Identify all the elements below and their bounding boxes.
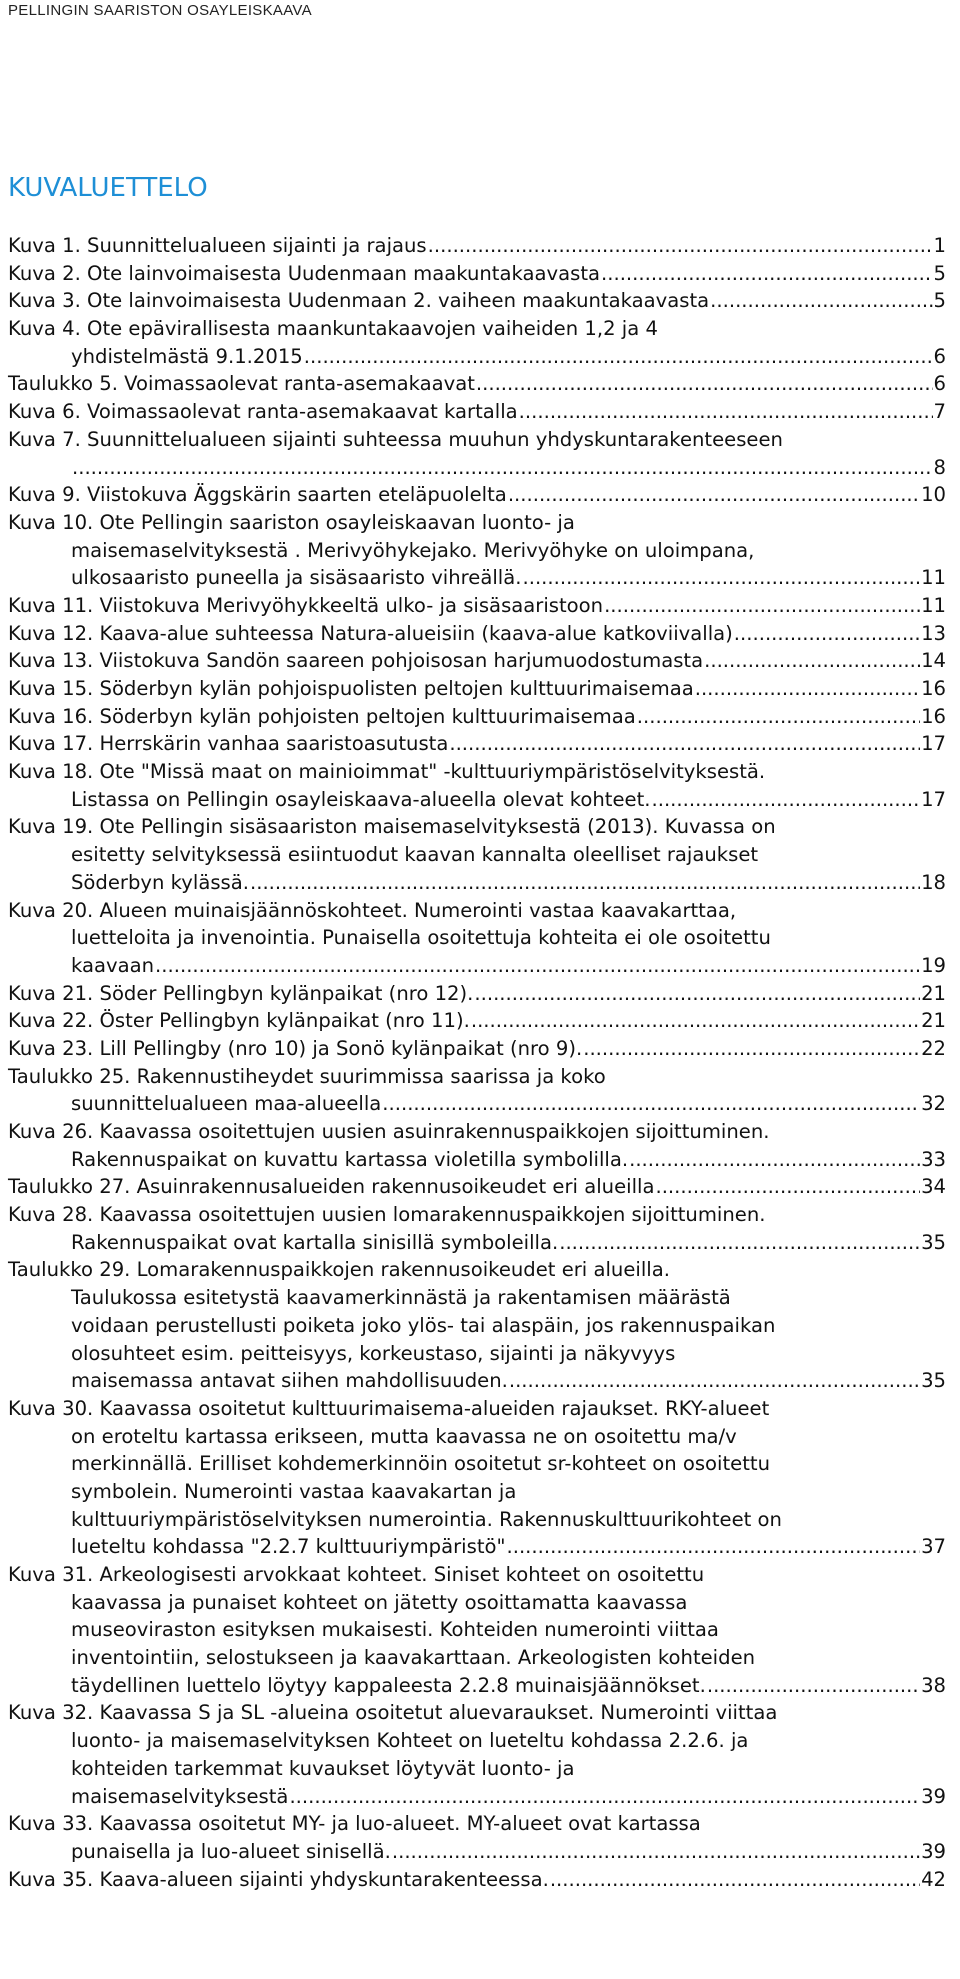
page-number: 6 (933, 372, 946, 396)
dot-leader (695, 675, 920, 703)
page-number: 21 (921, 1009, 946, 1033)
page-number: 16 (921, 704, 946, 728)
page-number: 37 (921, 1535, 946, 1559)
toc-entry-text: Kuva 33. Kaavassa osoitetut MY- ja luo-alueet. MY-alueet ovat kartassa (8, 1812, 701, 1836)
toc-entry-text: Kuva 22. Öster Pellingbyn kylänpaikat (nro 11). (8, 1009, 470, 1033)
page-header: PELLINGIN SAARISTON OSAYLEISKAAVA (8, 2, 312, 19)
page-number: 34 (921, 1175, 946, 1199)
toc-entry-text: Kuva 18. Ote "Missä maat on mainioimmat" -kulttuuriympäristöselvityksestä. (8, 760, 766, 784)
toc-entry-text: Taulukko 27. Asuinrakennusalueiden rakennusoikeudet eri alueilla (8, 1175, 655, 1199)
page-number: 7 (933, 400, 946, 424)
toc-entry-text: Kuva 23. Lill Pellingby (nro 10) ja Sonö kylänpaikat (nro 9). (8, 1036, 583, 1060)
toc-entry-text: Kuva 6. Voimassaolevat ranta-asemakaavat kartalla (8, 400, 518, 424)
toc-entry[interactable] (8, 1118, 946, 1173)
toc-entry[interactable] (8, 592, 946, 620)
toc-entry-text: Kuva 31. Arkeologisesti arvokkaat kohteet. Siniset kohteet on osoitettu (8, 1563, 705, 1586)
toc-entry-text: Kuva 4. Ote epävirallisesta maankuntakaavojen vaiheiden 1,2 ja 4 (8, 317, 658, 341)
toc-entry[interactable] (8, 647, 946, 675)
toc-entry[interactable] (8, 1007, 946, 1035)
toc-entry[interactable] (8, 813, 946, 896)
page-number: 21 (921, 981, 946, 1005)
page-number: 6 (933, 344, 946, 368)
dot-leader (734, 620, 920, 648)
toc-entry[interactable] (8, 1810, 946, 1865)
toc-entry-text: Kuva 32. Kaavassa S ja SL -alueina osoitetut aluevaraukset. Numerointi viittaa (8, 1701, 778, 1725)
dot-leader (304, 343, 933, 371)
toc-entry-text: Kuva 1. Suunnittelualueen sijainti ja rajaus (8, 234, 427, 257)
toc-entry-text: Söderbyn kylässä. (71, 870, 249, 894)
toc-entry-text: Kuva 19. Ote Pellingin sisäsaariston maisemaselvityksestä (2013). Kuvassa on (8, 815, 776, 839)
dot-leader (601, 260, 933, 288)
dot-leader (629, 1146, 920, 1174)
toc-entry[interactable] (8, 315, 946, 370)
toc-entry-text: kohteiden tarkemmat kuvaukset löytyvät luonto- ja (71, 1756, 575, 1780)
page-number: 11 (921, 593, 946, 617)
page-number: 11 (921, 566, 946, 590)
page-title: KUVALUETTELO (8, 173, 208, 203)
dot-leader (392, 1838, 920, 1866)
toc-entry[interactable] (8, 287, 946, 315)
page-number: 35 (921, 1369, 946, 1393)
dot-leader (428, 232, 933, 260)
dot-leader (72, 454, 933, 482)
page-number: 1 (933, 234, 946, 257)
toc-entry-text: olosuhteet esim. peitteisyys, korkeustaso, sijainti ja näkyvyys (71, 1341, 676, 1365)
toc-entry[interactable] (8, 1035, 946, 1063)
toc-entry-text: maisemaselvityksestä (71, 1784, 289, 1808)
dot-leader (508, 481, 920, 509)
toc-entry[interactable] (8, 675, 946, 703)
toc-entry[interactable] (8, 398, 946, 426)
toc-entry[interactable] (8, 481, 946, 509)
toc-entry-text: Kuva 12. Kaava-alue suhteessa Natura-alueisiin (kaava-alue katkoviivalla) (8, 621, 733, 645)
dot-leader (250, 869, 920, 897)
dot-leader (476, 370, 933, 398)
toc-entry[interactable] (8, 620, 946, 648)
page-number: 35 (921, 1230, 946, 1254)
dot-leader (382, 1090, 920, 1118)
page-number: 39 (921, 1784, 946, 1808)
toc-entry[interactable] (8, 1395, 946, 1561)
toc-entry[interactable] (8, 1201, 946, 1256)
page-number: 17 (921, 787, 946, 811)
page-number: 39 (921, 1839, 946, 1863)
toc-entry-text: museoviraston esityksen mukaisesti. Kohteiden numerointi viittaa (71, 1618, 719, 1642)
page-number: 32 (921, 1092, 946, 1116)
dot-leader (155, 952, 920, 980)
toc-entry-text: täydellinen luettelo löytyy kappaleesta 2.2.8 muinaisjäännökset. (71, 1673, 706, 1697)
page-number: 14 (921, 649, 946, 673)
dot-leader (509, 1367, 920, 1395)
toc-entry-text: Kuva 3. Ote lainvoimaisesta Uudenmaan 2. vaiheen maakuntakaavasta (8, 289, 710, 313)
toc-entry-text: luetteloita ja invenointia. Punaisella osoitettuja kohteita ei ole osoitettu (71, 926, 771, 950)
toc-entry-text: Kuva 30. Kaavassa osoitetut kulttuurimaisema-alueiden rajaukset. RKY-alueet (8, 1396, 770, 1420)
page-number: 22 (921, 1036, 946, 1060)
toc-entry-text: esitetty selvityksessä esiintuodut kaavan kannalta oleelliset rajaukset (71, 843, 759, 867)
toc-entry-text: luonto- ja maisemaselvityksen Kohteet on lueteltu kohdassa 2.2.6. ja (71, 1729, 749, 1753)
toc-entry[interactable] (8, 703, 946, 731)
toc-entry[interactable] (8, 1866, 946, 1894)
page-number: 16 (921, 677, 946, 700)
toc-entry-text: suunnittelualueen maa-alueella (71, 1092, 382, 1116)
dot-leader (704, 647, 920, 675)
toc-entry-text: Kuva 20. Alueen muinaisjäännöskohteet. Numerointi vastaa kaavakarttaa, (8, 898, 737, 922)
toc-entry[interactable] (8, 758, 946, 813)
toc-entry-text: Kuva 35. Kaava-alueen sijainti yhdyskuntarakenteessa. (8, 1867, 549, 1891)
toc-entry-text: lueteltu kohdassa "2.2.7 kulttuuriympäristö" (71, 1535, 506, 1559)
dot-leader (507, 1533, 921, 1561)
dot-leader (522, 564, 920, 592)
toc-entry[interactable] (8, 1699, 946, 1810)
toc-entry-text: maisemassa antavat siihen mahdollisuuden. (71, 1369, 508, 1393)
figure-list (8, 232, 946, 1893)
dot-leader (583, 1035, 920, 1063)
toc-entry-text: inventointiin, selostukseen ja kaavakarttaan. Arkeologisten kohteiden (71, 1646, 756, 1670)
toc-entry[interactable] (8, 509, 946, 592)
dot-leader (637, 703, 920, 731)
dot-leader (474, 980, 920, 1008)
page-number: 10 (921, 483, 946, 507)
dot-leader (604, 592, 920, 620)
toc-entry-text: Kuva 28. Kaavassa osoitettujen uusien lomarakennuspaikkojen sijoittuminen. (8, 1203, 766, 1227)
dot-leader (707, 1672, 920, 1700)
dot-leader (559, 1229, 920, 1257)
toc-entry-text: Kuva 16. Söderbyn kylän pohjoisten peltojen kulttuurimaisemaa (8, 704, 636, 728)
toc-entry-text: ulkosaaristo puneella ja sisäsaaristo vihreällä. (71, 566, 522, 590)
toc-entry-text: on eroteltu kartassa erikseen, mutta kaavassa ne on osoitettu ma/v (71, 1424, 737, 1448)
toc-entry[interactable] (8, 897, 946, 980)
toc-entry[interactable] (8, 370, 946, 398)
dot-leader (289, 1783, 920, 1811)
toc-entry[interactable] (8, 730, 946, 758)
toc-entry-text: Kuva 17. Herrskärin vanhaa saaristoasutusta (8, 732, 449, 756)
toc-entry-text: Taulukko 29. Lomarakennuspaikkojen rakennusoikeudet eri alueilla. (8, 1258, 670, 1282)
toc-entry[interactable] (8, 232, 946, 260)
toc-entry-text: Taulukossa esitetystä kaavamerkinnästä ja rakentamisen määrästä (71, 1286, 731, 1310)
toc-entry-text: Kuva 7. Suunnittelualueen sijainti suhteessa muuhun yhdyskuntarakenteeseen (8, 427, 783, 451)
toc-entry[interactable] (8, 426, 946, 481)
toc-entry[interactable] (8, 1063, 946, 1118)
toc-entry-text: Taulukko 5. Voimassaolevat ranta-asemakaavat (8, 372, 475, 396)
toc-entry[interactable] (8, 1561, 946, 1699)
page-number: 42 (921, 1867, 946, 1891)
page-number: 38 (921, 1673, 946, 1697)
dot-leader (710, 287, 932, 315)
toc-entry[interactable] (8, 1256, 946, 1394)
toc-entry-text: Rakennuspaikat on kuvattu kartassa violetilla symbolilla. (71, 1147, 629, 1171)
toc-entry-text: kulttuuriympäristöselvityksen numerointia. Rakennuskulttuurikohteet on (71, 1507, 782, 1531)
page-number: 17 (921, 732, 946, 756)
page-number: 5 (933, 289, 946, 313)
dot-leader (519, 398, 933, 426)
toc-entry-text: Kuva 15. Söderbyn kylän pohjoispuolisten peltojen kulttuurimaisemaa (8, 677, 694, 700)
toc-entry-text: symbolein. Numerointi vastaa kaavakartan ja (71, 1479, 517, 1503)
toc-entry-text: yhdistelmästä 9.1.2015 (71, 344, 303, 368)
dot-leader (550, 1866, 920, 1894)
toc-entry-text: Kuva 10. Ote Pellingin saariston osayleiskaavan luonto- ja (8, 510, 575, 534)
toc-entry-text: voidaan perustellusti poiketa joko ylös- tai alaspäin, jos rakennuspaikan (71, 1313, 776, 1337)
page-number: 33 (921, 1147, 946, 1171)
page-number: 5 (933, 261, 946, 285)
page-number: 18 (921, 870, 946, 894)
toc-entry[interactable] (8, 260, 946, 288)
page-number: 13 (921, 621, 946, 645)
toc-entry-text: Kuva 21. Söder Pellingbyn kylänpaikat (nro 12). (8, 981, 474, 1005)
toc-entry[interactable] (8, 1173, 946, 1201)
toc-entry-text: Kuva 26. Kaavassa osoitettujen uusien asuinrakennuspaikkojen sijoittuminen. (8, 1120, 770, 1143)
toc-entry-text: Kuva 9. Viistokuva Äggskärin saarten eteläpuolelta (8, 483, 507, 507)
toc-entry-text: punaisella ja luo-alueet sinisellä. (71, 1839, 391, 1863)
toc-entry-text: Kuva 2. Ote lainvoimaisesta Uudenmaan maakuntakaavasta (8, 261, 601, 285)
toc-entry-text: kaavaan (71, 953, 155, 977)
toc-entry-text: Listassa on Pellingin osayleiskaava-alueella olevat kohteet. (71, 787, 651, 811)
dot-leader (652, 786, 921, 814)
page-number: 8 (933, 455, 946, 479)
toc-entry-text: Rakennuspaikat ovat kartalla sinisillä symboleilla. (71, 1230, 559, 1254)
toc-entry-text: kaavassa ja punaiset kohteet on jätetty osoittamatta kaavassa (71, 1590, 688, 1614)
toc-entry-text: Taulukko 25. Rakennustiheydet suurimmissa saarissa ja koko (8, 1064, 606, 1088)
dot-leader (471, 1007, 920, 1035)
dot-leader (449, 730, 920, 758)
toc-entry-text: Kuva 13. Viistokuva Sandön saareen pohjoisosan harjumuodostumasta (8, 649, 704, 673)
toc-entry-text: merkinnällä. Erilliset kohdemerkinnöin osoitetut sr-kohteet on osoitettu (71, 1452, 771, 1476)
toc-entry[interactable] (8, 980, 946, 1008)
toc-entry-text: maisemaselvityksestä . Merivyöhykejako. Merivyöhyke on uloimpana, (71, 538, 755, 562)
dot-leader (655, 1173, 920, 1201)
page-number: 19 (921, 953, 946, 977)
toc-entry-text: Kuva 11. Viistokuva Merivyöhykkeeltä ulko- ja sisäsaaristoon (8, 593, 604, 617)
